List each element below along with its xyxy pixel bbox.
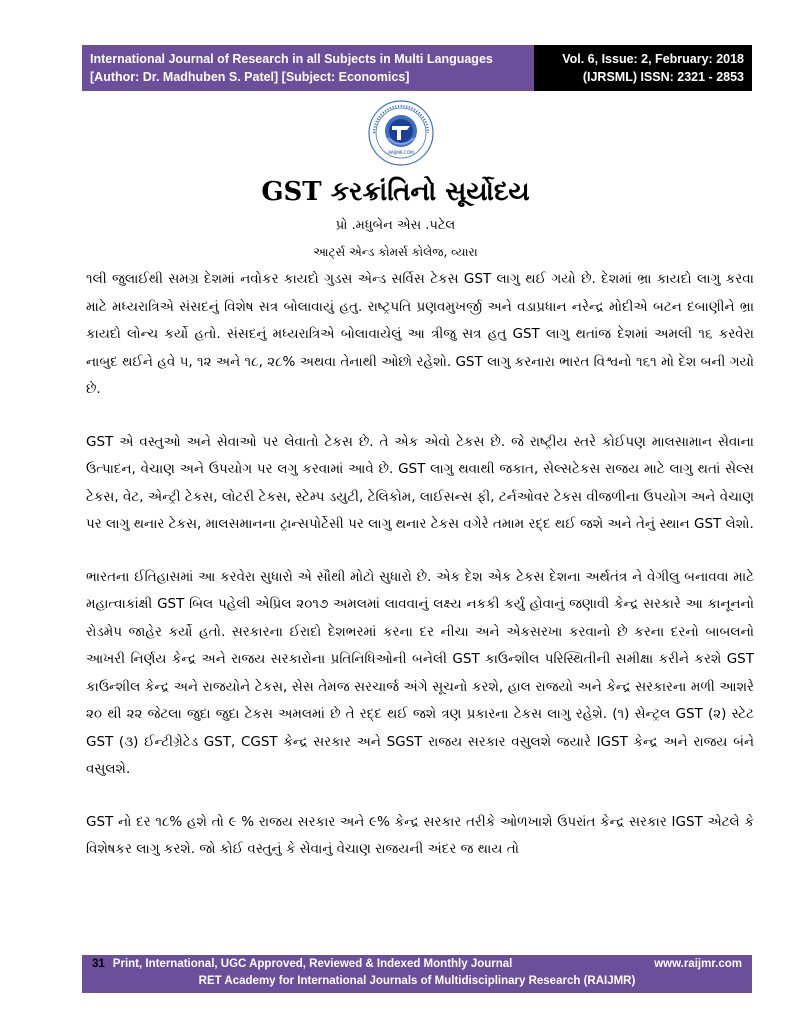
header-journal-block xyxy=(82,45,534,91)
volume-issue: Vol. 6, Issue: 2, February: 2018 xyxy=(562,52,744,66)
paragraph-1: ૧લી જુલાઈથી સમગ્ર દેશમાં નવોકર કાયદો ગુડસ એન્ડ સર્વિસ ટેકસ GST લાગુ થઈ ગયો છે. દેશમાં ભ્રા કાયદો લાગુ કરવા માટે મધ્યરાત્રિએ સંસદનું વિશેષ સત્ર બોલાવાયું હતુ. રાષ્ટ્રપતિ પ્રણવમુખર્જી અને વડાપ્રધાન નરેન્દ્ર મોદીએ બટન દબાણીને ભ્રા કાયદો લોન્ચ કર્યો હતો. સંસદનું મધ્યરાત્રિએ બોલાવાયેલું આ ત્રીજુ સત્ર હતુ GST લાગુ થતાંજ દેશમાં અમલી ૧૬ કરવેરા નાબુદ થઈને હવે ૫, ૧૨ અને ૧૮, ૨૮% અથવા તેનાથી ઓછો રહેશો. GST લાગુ કરનારા ભારત વિશ્વનો ૧૬૧ મો દેશ બની ગયો છે. xyxy=(86,271,754,397)
raijmr-seal-icon xyxy=(368,100,434,166)
issn: (IJRSML) ISSN: 2321 - 2853 xyxy=(582,70,744,84)
footer-top-row xyxy=(92,958,742,970)
paragraph-2: GST એ વસ્તુઓ અને સેવાઓ પર લેવાતો ટેકસ છે. તે એક એવો ટેકસ છે. જે રાષ્ટ્રીય સ્તરે કોઈપણ માલસામાન સેવાના ઉત્પાદન, વેચાણ અને ઉપયોગ પર લગુ કરવામાં આવે છે. GST લાગુ થવાથી જકાત, સેલ્સટેકસ રાજય માટે લાગુ થતાં સેલ્સ ટેકસ, વેટ, એન્ટ્રી ટેકસ, લોટરી ટેકસ, સ્ટેમ્પ ડયુટી, ટેલિકોમ, લાઈસન્સ ફી, ટર્નઓવર ટેકસ વીજળીના ઉપયોગ અને વેચાણ પર લાગુ થનાર ટેકસ, માલસમાનના ટ્રાન્સપોર્ટેસી પર લાગુ થનાર ટેકસ વગેરે તમામ રદ્દ થઈ જશે અને તેનું સ્થાન GST લેશો. xyxy=(86,433,754,532)
footer-publisher: RET Academy for International Journals of Multidisciplinary Research (RAIJMR) xyxy=(198,975,636,987)
article-author: પ્રો .મધુબેન એસ .પટેલ xyxy=(335,218,456,233)
author-subject: [Author: Dr. Madhuben S. Patel] [Subject: Economics] xyxy=(90,70,410,84)
article-body xyxy=(86,266,754,889)
article-affiliation: આર્ટ્સ એન્ડ કોમર્સ કોલેજ, વ્યારા xyxy=(313,245,478,259)
page-number: 31 xyxy=(92,958,105,970)
paragraph-3: ભારતના ઈતિહાસમાં આ કરવેરા સુધારો એ સૌથી મોટો સુધારો છે. એક દેશ એક ટેકસ દેશના અર્થતંત્ર ને વેગીલુ બનાવવા માટે મહાત્વાકાંક્ષી GST બિલ પહેલી એપ્રિલ ૨૦૧૭ અમલમાં લાવવાનું લક્ષ્ય નકકી કર્યું હોવાનું જણાવી કેન્દ્ર સરકારે આ કાનૂનનો રોડમેપ જાહેર કર્યો હતો. સરકારના ઈરાદો દેશભરમાં કરના દર નીચા અને એકસરખા કરવાનો છે કરના દરનો બાબલનો આખરી નિર્ણય કેન્દ્ર અને રાજય સરકારોના પ્રતિનિધિઓની બનેલી GST કાઉન્શીલ પરિસ્થિતીની સમીક્ષા કરીને કરશે GST કાઉન્શીલ કેન્દ્ર અને રાજયોને ટેકસ, સેસ તેમજ સરચાર્જ અંગે સૂચનો કરશે, હાલ રાજયો અને કેન્દ્ર સરકારના મળી આશરે ૨૦ થી ૨૨ જેટલા જુદા જુદા ટેકસ અમલમાં છે તે રદ્દ થઈ જશે ત્રણ પ્રકારના ટેકસ લાગુ રહેશે. (૧) સેન્ટ્રલ GST (૨) સ્ટેટ GST (૩) ઈન્ટીગ્રેટેડ GST, CGST કેન્દ્ર સરકાર અને SGST રાજય સરકાર વસુલશે જયારે IGST કેન્દ્ર અને રાજય બંને વસુલશે. xyxy=(86,568,754,777)
logo-ring-text: RAIJMR.COM xyxy=(388,150,414,155)
journal-name: International Journal of Research in all Subjects in Multi Languages xyxy=(90,52,493,66)
footer-journal-desc: Print, International, UGC Approved, Reviewed & Indexed Monthly Journal xyxy=(112,958,513,970)
page-footer xyxy=(82,955,752,993)
paragraph-4: GST નો દર ૧૮% હશે તો ૯ % રાજય સરકાર અને ૯% કેન્દ્ર સરકાર તરીકે ઓળખાશે ઉપરાંત કેન્દ્ર સરકાર IGST એટલે કે વિશેષકર લાગુ કરશે. જો કોઈ વસ્તુનું કે સેવાનું વેચાણ રાજયની અંદર જ થાય તો xyxy=(86,813,754,857)
page-header xyxy=(82,45,752,91)
footer-url-link[interactable]: www.raijmr.com xyxy=(654,958,742,970)
header-issue-block xyxy=(534,45,752,91)
article-title: GST કરક્રાંતિનો સૂર્યોદય xyxy=(261,177,530,207)
